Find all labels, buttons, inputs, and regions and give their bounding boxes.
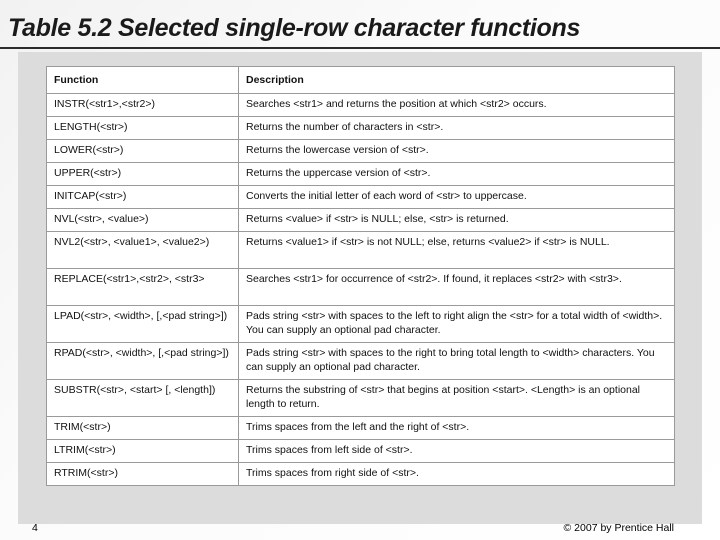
- table-row: [47, 440, 675, 463]
- function-cell: NVL2(<str>, <value1>, <value2>): [47, 232, 239, 269]
- function-cell: UPPER(<str>): [47, 163, 239, 186]
- table-row: [47, 117, 675, 140]
- description-cell: Returns the lowercase version of <str>.: [239, 140, 675, 163]
- description-cell: Searches <str1> and returns the position at which <str2> occurs.: [239, 94, 675, 117]
- function-cell: RTRIM(<str>): [47, 463, 239, 486]
- function-cell: INITCAP(<str>): [47, 186, 239, 209]
- description-cell: Returns <value> if <str> is NULL; else, <str> is returned.: [239, 209, 675, 232]
- table-header-row: [47, 67, 675, 94]
- table-row: [47, 417, 675, 440]
- description-cell: Trims spaces from right side of <str>.: [239, 463, 675, 486]
- column-header-function: Function: [47, 67, 239, 94]
- description-cell: Converts the initial letter of each word of <str> to uppercase.: [239, 186, 675, 209]
- function-cell: INSTR(<str1>,<str2>): [47, 94, 239, 117]
- column-header-description: Description: [239, 67, 675, 94]
- function-cell: RPAD(<str>, <width>, [,<pad string>]): [47, 343, 239, 380]
- table-row: [47, 380, 675, 417]
- function-cell: LENGTH(<str>): [47, 117, 239, 140]
- function-cell: NVL(<str>, <value>): [47, 209, 239, 232]
- function-cell: SUBSTR(<str>, <start> [, <length]): [47, 380, 239, 417]
- description-cell: Returns the uppercase version of <str>.: [239, 163, 675, 186]
- table-row: [47, 186, 675, 209]
- slide-title: Table 5.2 Selected single-row character functions: [8, 14, 581, 42]
- description-cell: Trims spaces from left side of <str>.: [239, 440, 675, 463]
- table-row: [47, 343, 675, 380]
- title-rule: [0, 47, 720, 49]
- table-row: [47, 232, 675, 269]
- table-row: [47, 269, 675, 306]
- description-cell: Trims spaces from the left and the right of <str>.: [239, 417, 675, 440]
- table-row: [47, 94, 675, 117]
- description-cell: Returns the number of characters in <str>.: [239, 117, 675, 140]
- function-cell: LTRIM(<str>): [47, 440, 239, 463]
- functions-table: [46, 66, 675, 486]
- description-cell: Searches <str1> for occurrence of <str2>. If found, it replaces <str2> with <str3>.: [239, 269, 675, 306]
- function-cell: LOWER(<str>): [47, 140, 239, 163]
- description-cell: Pads string <str> with spaces to the right to bring total length to <width> characters. You can supply an optional pad character.: [239, 343, 675, 380]
- copyright-notice: © 2007 by Prentice Hall: [563, 522, 674, 534]
- function-cell: LPAD(<str>, <width>, [,<pad string>]): [47, 306, 239, 343]
- page-number: 4: [32, 522, 38, 534]
- description-cell: Returns the substring of <str> that begins at position <start>. <Length> is an optional length to return.: [239, 380, 675, 417]
- table-row: [47, 163, 675, 186]
- table-container: [46, 66, 674, 486]
- function-cell: TRIM(<str>): [47, 417, 239, 440]
- table-row: [47, 306, 675, 343]
- description-cell: Returns <value1> if <str> is not NULL; else, returns <value2> if <str> is NULL.: [239, 232, 675, 269]
- table-row: [47, 140, 675, 163]
- description-cell: Pads string <str> with spaces to the left to right align the <str> for a total width of <width>. You can supply an optional pad character.: [239, 306, 675, 343]
- function-cell: REPLACE(<str1>,<str2>, <str3>: [47, 269, 239, 306]
- table-row: [47, 209, 675, 232]
- table-row: [47, 463, 675, 486]
